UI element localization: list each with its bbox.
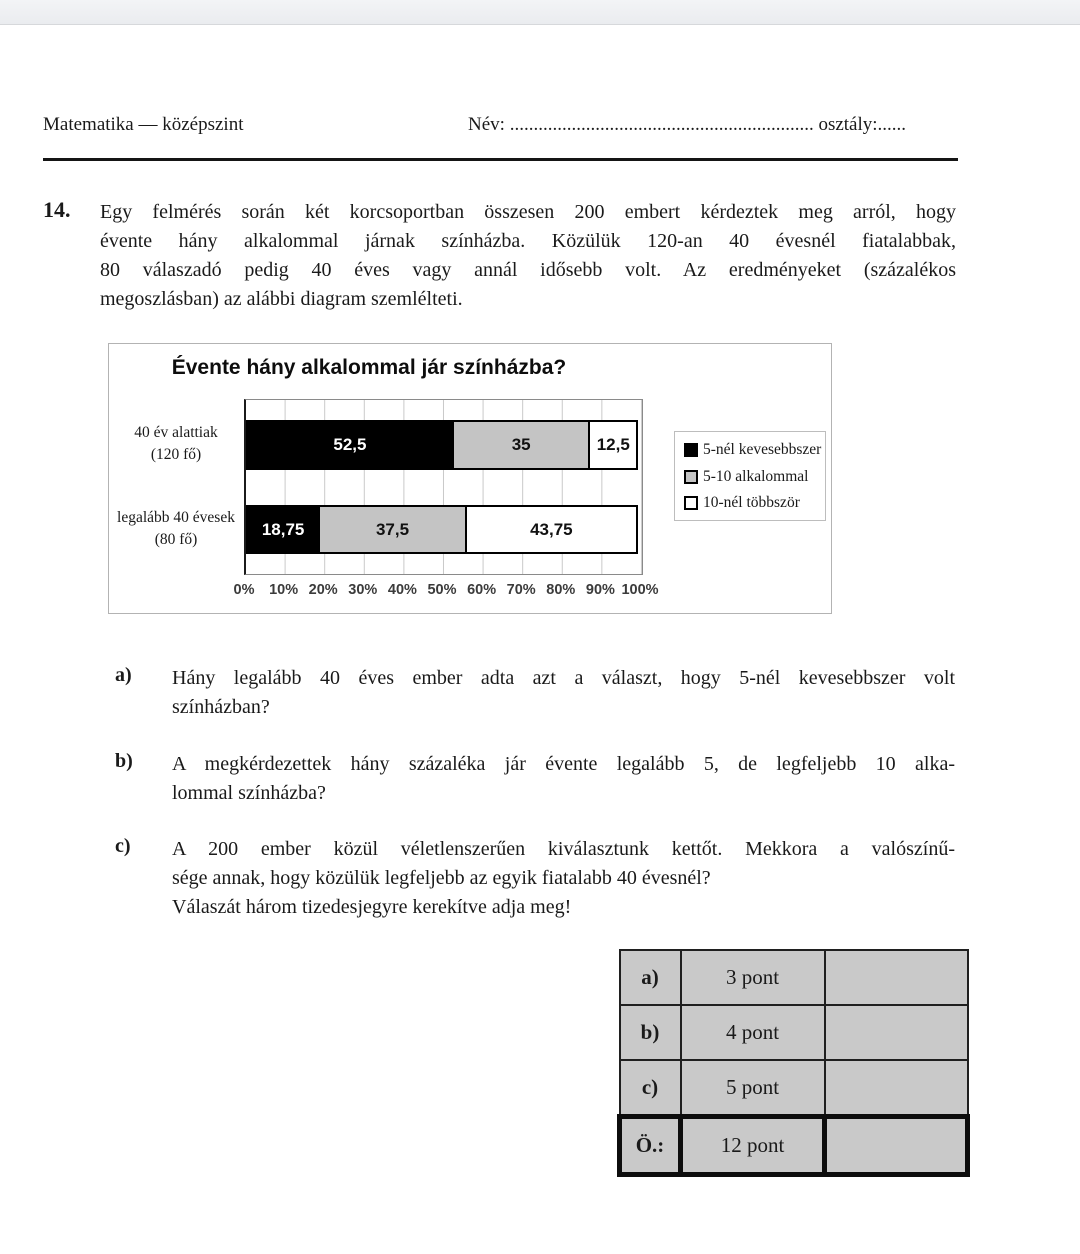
bar-segment: 35 [452,420,591,470]
score-row-b [620,1005,968,1060]
bar-segment: 37,5 [318,505,467,554]
name-label: Név: [468,114,505,135]
question-b-text [172,750,955,808]
x-axis-tick-label: 20% [308,582,338,598]
score-cell [825,1005,968,1060]
legend-label: 10-nél többször [703,494,800,511]
x-axis-tick-label: 0% [233,582,255,598]
legend-label: 5-nél kevesebbszer [703,441,822,458]
question-line: színházban? [172,696,270,718]
legend-item [684,468,821,485]
x-axis-tick-label: 100% [621,582,659,598]
question-line: Hány legalább 40 éves ember adta azt a választ, hogy 5-nél kevesebbszer volt [172,667,955,689]
score-row-points: 5 pont [681,1060,825,1117]
x-axis-tick-label: 50% [427,582,457,598]
score-cell [825,950,968,1005]
legend-label: 5-10 alkalommal [703,467,809,485]
score-cell [825,1117,968,1175]
chart-plot-area [244,399,643,575]
legend-swatch-icon [684,470,698,484]
legend-swatch-icon [684,496,698,510]
x-axis-tick-label: 60% [467,582,497,598]
bar-segment: 18,75 [246,505,320,554]
question-c-text [172,835,955,922]
header-name-line [468,114,906,136]
legend-item [684,441,821,458]
x-axis-tick-label: 80% [546,582,576,598]
problem-line: megoszlásban) az alábbi diagram szemlélteti. [100,288,463,310]
score-row-c [620,1060,968,1117]
question-a-text [172,664,955,722]
x-axis-tick-label: 40% [387,582,417,598]
problem-line: Egy felmérés során két korcsoportban összesen 200 embert kérdeztek meg arról, hogy [100,201,956,223]
question-line: Válaszát három tizedesjegyre kerekítve adja meg! [172,896,572,918]
chart-title: Évente hány alkalommal jár színházba? [171,356,567,379]
x-axis-tick-label: 10% [269,582,299,598]
score-cell [825,1060,968,1117]
score-row-label: a) [620,950,681,1005]
theatre-visits-chart [108,343,832,614]
header-divider [43,158,958,161]
question-line: lommal színházba? [172,782,326,804]
problem-line: 80 válaszadó pedig 40 éves vagy annál idősebb volt. Az eredményeket (százalékos [100,259,956,281]
category-label: 40 év alattiak (120 fő) [134,424,218,463]
legend-swatch-icon [684,443,698,457]
score-row-points: 12 pont [681,1117,825,1175]
problem-number: 14. [43,197,71,222]
score-row-label: c) [620,1060,681,1117]
score-row-points: 4 pont [681,1005,825,1060]
header-subject: Matematika — középszint [43,114,244,135]
stacked-bar [246,420,642,470]
score-row-a [620,950,968,1005]
x-axis-tick-label: 90% [585,582,615,598]
question-b-label: b) [115,750,133,772]
x-axis-tick-label: 70% [506,582,536,598]
bar-segment: 12,5 [588,420,638,470]
name-dotted-line: ................................................................ [509,114,814,135]
score-row-label: Ö.: [620,1117,681,1175]
question-line: A 200 ember közül véletlenszerűen kiválasztunk kettőt. Mekkora a valószínű- [172,838,955,860]
problem-statement [100,198,956,314]
chart-legend [674,431,826,521]
category-label: legalább 40 évesek (80 fő) [117,508,235,548]
score-row-total [620,1117,968,1175]
stacked-bar [246,505,642,554]
x-axis-tick-label: 30% [348,582,378,598]
top-chrome-band [0,0,1080,25]
bar-segment: 43,75 [465,505,638,554]
score-row-points: 3 pont [681,950,825,1005]
bar-segment: 52,5 [246,420,454,470]
question-line: A megkérdezettek hány százaléka jár évente legalább 5, de legfeljebb 10 alka- [172,753,955,775]
class-label: osztály:...... [818,114,907,135]
question-line: sége annak, hogy közülük legfeljebb az egyik fiatalabb 40 évesnél? [172,867,711,889]
problem-line: évente hány alkalommal járnak színházba. Közülük 120-an 40 évesnél fiatalabbak, [100,230,956,252]
score-row-label: b) [620,1005,681,1060]
question-a-label: a) [115,664,132,686]
question-c-label: c) [115,835,131,857]
score-table [617,949,970,1177]
legend-item [684,494,821,511]
